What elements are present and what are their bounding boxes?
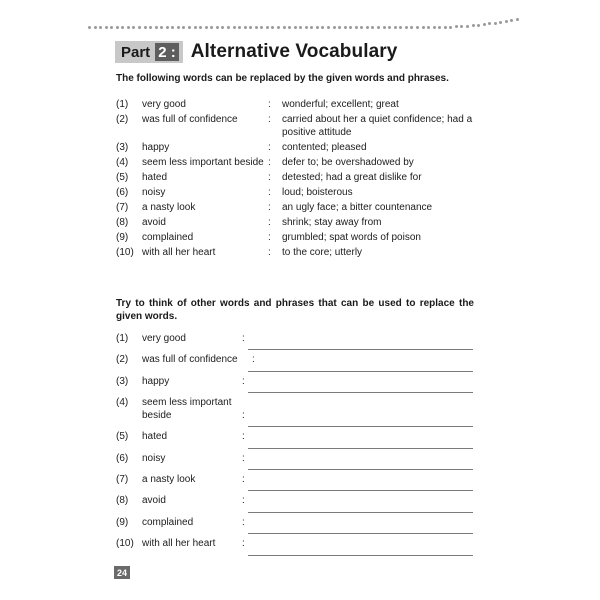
decorative-dot (177, 26, 180, 29)
decorative-dot (510, 19, 513, 22)
decorative-dot (105, 26, 108, 29)
item-number: (10) (116, 247, 134, 258)
decorative-dot (266, 26, 269, 29)
exercise-row (116, 473, 476, 494)
decorative-dot (188, 26, 191, 29)
item-colon: : (268, 187, 271, 198)
decorative-dot (405, 26, 408, 29)
exercise-row (116, 494, 476, 515)
item-word: happy (142, 375, 170, 387)
item-alternatives: loud; boisterous (282, 187, 353, 198)
item-number: (5) (116, 172, 129, 183)
part-chip (115, 41, 183, 63)
item-word: seem less important beside (142, 397, 232, 422)
decorative-dot (294, 26, 297, 29)
decorative-dot (127, 26, 130, 29)
item-alternatives: wonderful; excellent; great (282, 99, 399, 110)
item-colon: : (242, 375, 245, 387)
item-word: complained (142, 516, 194, 528)
exercise-row (116, 537, 476, 558)
item-colon: : (268, 157, 271, 168)
item-number: (2) (116, 114, 129, 125)
decorative-dot (244, 26, 247, 29)
item-number: (5) (116, 431, 129, 443)
item-number: (2) (116, 354, 129, 366)
decorative-dot (249, 26, 252, 29)
item-number: (4) (116, 157, 129, 168)
item-number: (8) (116, 217, 129, 228)
decorative-dot (327, 26, 330, 29)
vocab-instruction: The following words can be replaced by the given words and phrases. (116, 73, 449, 84)
item-colon: : (242, 538, 245, 550)
item-word: noisy (142, 452, 166, 464)
part-label: Part (121, 43, 151, 61)
item-number: (6) (116, 187, 129, 198)
list-item (116, 246, 476, 259)
exercise-row (116, 452, 476, 473)
item-colon: : (242, 495, 245, 507)
item-colon: : (242, 516, 245, 528)
item-colon: : (268, 114, 271, 125)
decorative-dot (88, 26, 91, 29)
decorative-dot (199, 26, 202, 29)
item-word: hated (142, 431, 168, 443)
item-alternatives: contented; pleased (282, 142, 367, 153)
decorative-dot (216, 26, 219, 29)
item-colon: : (242, 410, 245, 422)
exercise-row (116, 396, 476, 430)
decorative-dot (466, 25, 469, 28)
decorative-dot (505, 20, 508, 23)
list-item (116, 216, 476, 229)
item-word: with all her heart (142, 247, 216, 258)
decorative-dot (160, 26, 163, 29)
item-alternatives: shrink; stay away from (282, 217, 382, 228)
decorative-dot (121, 26, 124, 29)
list-item (116, 98, 476, 111)
decorative-dot (344, 26, 347, 29)
decorative-dot (227, 26, 230, 29)
decorative-dot (349, 26, 352, 29)
decorative-dot (194, 26, 197, 29)
item-alternatives: an ugly face; a bitter countenance (282, 202, 433, 213)
decorative-dot (205, 26, 208, 29)
exercise-row (116, 353, 476, 374)
item-word: was full of confidence (142, 114, 238, 125)
item-number: (6) (116, 452, 129, 464)
item-number: (1) (116, 99, 129, 110)
decorative-dot (316, 26, 319, 29)
item-alternatives: carried about her a quiet confidence; had a positive attitude (282, 114, 473, 138)
exercise-instruction: Try to think of other words and phrases that can be used to replace the given words. (116, 298, 474, 322)
item-number: (7) (116, 473, 129, 485)
decorative-dot (138, 26, 141, 29)
decorative-dot (305, 26, 308, 29)
decorative-dot (94, 26, 97, 29)
item-number: (1) (116, 333, 129, 344)
decorative-dot (483, 23, 486, 26)
item-colon: : (242, 333, 245, 344)
answer-line[interactable] (248, 512, 473, 513)
answer-line[interactable] (248, 392, 473, 393)
decorative-dot (388, 26, 391, 29)
exercise-row (116, 430, 476, 451)
answer-line[interactable] (248, 469, 473, 470)
list-item (116, 141, 476, 154)
decorative-dot (416, 26, 419, 29)
item-alternatives: detested; had a great dislike for (282, 172, 422, 183)
decorative-dot (238, 26, 241, 29)
item-number: (3) (116, 142, 129, 153)
decorative-dot (488, 22, 491, 25)
decorative-dot (288, 26, 291, 29)
decorative-dot (360, 26, 363, 29)
decorative-dot (210, 26, 213, 29)
list-item (116, 113, 476, 139)
decorative-dot (433, 26, 436, 29)
item-number: (9) (116, 232, 129, 243)
decorative-dot (155, 26, 158, 29)
vocab-list (116, 98, 476, 261)
decorative-dot (310, 26, 313, 29)
decorative-dot (166, 26, 169, 29)
item-colon: : (268, 99, 271, 110)
decorative-dot (516, 18, 519, 21)
decorative-dot (477, 24, 480, 27)
decorative-dot (260, 26, 263, 29)
item-alternatives: defer to; be overshadowed by (282, 157, 414, 168)
answer-line[interactable] (248, 426, 473, 427)
decorative-dot (149, 26, 152, 29)
decorative-dot (377, 26, 380, 29)
item-word: very good (142, 333, 186, 344)
decorative-dot (394, 26, 397, 29)
item-number: (4) (116, 397, 129, 409)
item-word: avoid (142, 495, 166, 507)
item-number: (8) (116, 495, 129, 507)
decorative-dot (366, 26, 369, 29)
page-title: Alternative Vocabulary (190, 41, 398, 62)
decorative-dot (182, 26, 185, 29)
decorative-dot (233, 26, 236, 29)
decorative-dot (422, 26, 425, 29)
decorative-dot (271, 26, 274, 29)
decorative-dot (99, 26, 102, 29)
list-item (116, 171, 476, 184)
item-colon: : (242, 473, 245, 485)
list-item (116, 201, 476, 214)
decorative-dot (221, 26, 224, 29)
exercise-row (116, 516, 476, 537)
decorative-dot (472, 24, 475, 27)
decorative-dot (333, 26, 336, 29)
item-alternatives: to the core; utterly (282, 247, 363, 258)
decorative-dot (321, 26, 324, 29)
item-word: with all her heart (142, 538, 216, 550)
item-colon: : (242, 452, 245, 464)
decorative-dot (460, 25, 463, 28)
item-number: (3) (116, 375, 129, 387)
answer-line[interactable] (248, 371, 473, 372)
decorative-dot (110, 26, 113, 29)
item-word: very good (142, 99, 186, 110)
item-colon: : (268, 142, 271, 153)
item-number: (9) (116, 516, 129, 528)
list-item (116, 231, 476, 244)
decorative-dot (427, 26, 430, 29)
item-colon: : (268, 232, 271, 243)
decorative-dot (116, 26, 119, 29)
section-heading (115, 40, 397, 64)
decorative-dot (444, 26, 447, 29)
item-colon: : (268, 217, 271, 228)
answer-line[interactable] (248, 533, 473, 534)
decorative-dot (338, 26, 341, 29)
item-number: (10) (116, 538, 134, 550)
item-word: hated (142, 172, 168, 183)
item-colon: : (242, 431, 245, 443)
answer-line[interactable] (248, 555, 473, 556)
decorative-dot (171, 26, 174, 29)
list-item (116, 156, 476, 169)
item-word: a nasty look (142, 202, 196, 213)
exercise-row (116, 375, 476, 396)
item-word: complained (142, 232, 194, 243)
part-number-badge: 2 : (155, 43, 179, 61)
decorative-dot (438, 26, 441, 29)
decorative-dot (144, 26, 147, 29)
page-number-badge: 24 (114, 566, 130, 579)
decorative-dot (399, 26, 402, 29)
decorative-dot (410, 26, 413, 29)
decorative-dot (277, 26, 280, 29)
item-word: noisy (142, 187, 166, 198)
item-colon: : (268, 202, 271, 213)
answer-line[interactable] (248, 490, 473, 491)
list-item (116, 186, 476, 199)
item-alternatives: grumbled; spat words of poison (282, 232, 421, 243)
decorative-dot (499, 21, 502, 24)
decorative-dot (371, 26, 374, 29)
answer-line[interactable] (248, 448, 473, 449)
item-word: happy (142, 142, 170, 153)
decorative-dot (449, 26, 452, 29)
item-word: a nasty look (142, 473, 196, 485)
exercise-list (116, 332, 476, 559)
decorative-dot (283, 26, 286, 29)
exercise-row (116, 332, 476, 353)
answer-line[interactable] (248, 349, 473, 350)
decorative-dotted-arc (88, 16, 520, 36)
decorative-dot (299, 26, 302, 29)
decorative-dot (494, 22, 497, 25)
decorative-dot (383, 26, 386, 29)
item-colon: : (252, 354, 255, 366)
item-word: was full of confidence (142, 354, 238, 366)
item-colon: : (268, 172, 271, 183)
item-number: (7) (116, 202, 129, 213)
decorative-dot (255, 26, 258, 29)
item-word: seem less important beside (142, 157, 264, 168)
decorative-dot (455, 25, 458, 28)
decorative-dot (355, 26, 358, 29)
decorative-dot (132, 26, 135, 29)
item-colon: : (268, 247, 271, 258)
item-word: avoid (142, 217, 166, 228)
